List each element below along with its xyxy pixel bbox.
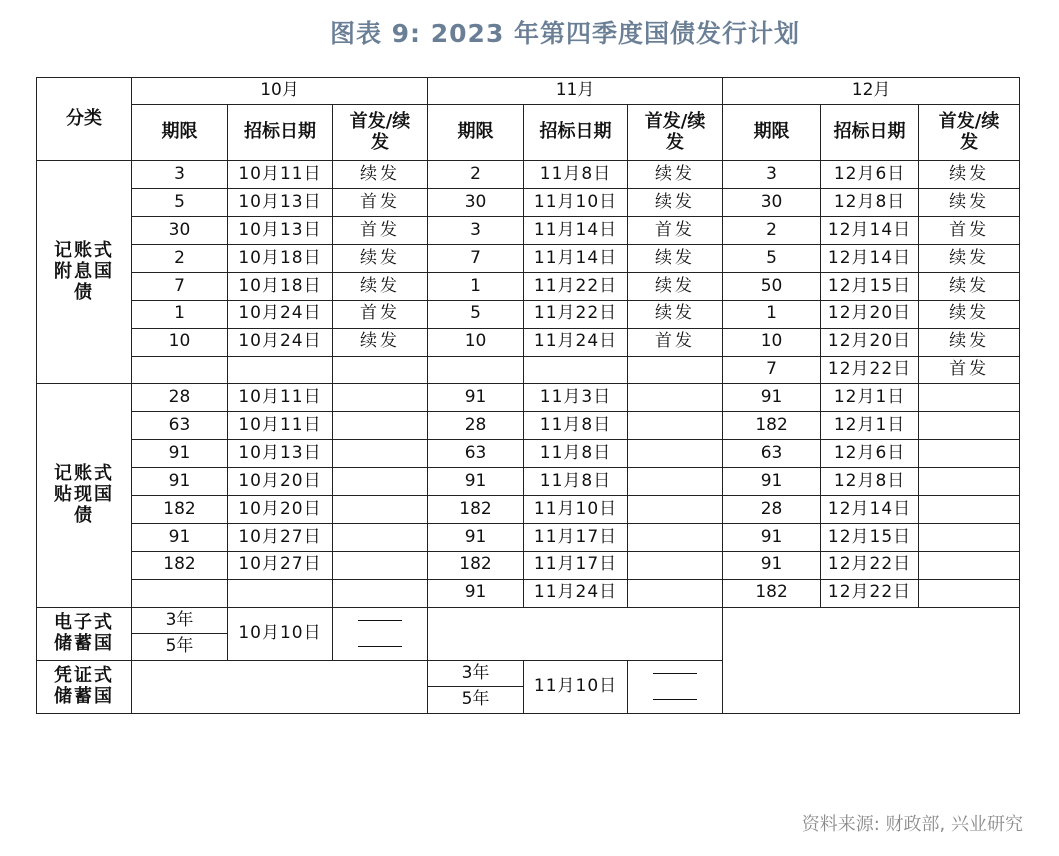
auction-date-cell: 10月13日 [228, 189, 333, 217]
auction-date-cell: 12月15日 [821, 272, 919, 300]
term-cell: 10 [132, 328, 228, 356]
auction-date-cell [524, 356, 628, 384]
issue-type-cell [919, 440, 1020, 468]
term-cell: 182 [723, 412, 821, 440]
issue-type-cell: 续发 [919, 161, 1020, 189]
term-cell: 91 [723, 523, 821, 551]
empty-cell [723, 607, 1020, 713]
term-cell: 91 [723, 551, 821, 579]
savings-date-cell: 11月10日 [524, 660, 628, 713]
auction-date-cell: 12月6日 [821, 161, 919, 189]
savings-term-cell [428, 660, 524, 713]
term-cell: 1 [132, 300, 228, 328]
issue-type-cell [919, 412, 1020, 440]
savings-issue-cell [628, 660, 723, 713]
issue-type-cell: 续发 [333, 161, 428, 189]
table-row [37, 579, 1020, 607]
auction-date-cell: 11月22日 [524, 300, 628, 328]
issue-type-cell: 续发 [628, 161, 723, 189]
term-header: 期限 [132, 105, 228, 161]
issue-type-cell [628, 579, 723, 607]
table-row [37, 189, 1020, 217]
term-cell [132, 356, 228, 384]
month-header: 10月 [132, 78, 428, 105]
term-cell: 91 [723, 468, 821, 496]
term-cell: 91 [132, 523, 228, 551]
term-cell: 182 [428, 551, 524, 579]
issue-type-cell: 首发 [333, 300, 428, 328]
term-cell: 7 [428, 244, 524, 272]
issue-type-cell [919, 468, 1020, 496]
term-cell: 30 [723, 189, 821, 217]
term-cell: 91 [428, 579, 524, 607]
savings-term: 5年 [428, 686, 523, 713]
auction-date-cell: 10月18日 [228, 272, 333, 300]
issue-type-cell [919, 523, 1020, 551]
auction-date-cell: 12月8日 [821, 468, 919, 496]
term-header: 期限 [723, 105, 821, 161]
auction-date-cell: 12月1日 [821, 384, 919, 412]
term-cell: 5 [723, 244, 821, 272]
table-row [37, 495, 1020, 523]
savings-term: 5年 [132, 633, 227, 660]
dash-mark [653, 699, 697, 700]
auction-date-cell: 12月22日 [821, 356, 919, 384]
auction-date-cell: 12月20日 [821, 300, 919, 328]
auction-date-cell: 12月6日 [821, 440, 919, 468]
savings-term: 3年 [165, 609, 194, 630]
auction-date-cell: 10月27日 [228, 551, 333, 579]
term-cell: 63 [428, 440, 524, 468]
figure-title: 图表 9: 2023 年第四季度国债发行计划 [329, 19, 801, 48]
issue-type-cell [628, 551, 723, 579]
issue-type-cell: 续发 [919, 328, 1020, 356]
term-cell: 1 [723, 300, 821, 328]
issue-type-cell: 续发 [628, 244, 723, 272]
auction-date-cell: 10月24日 [228, 328, 333, 356]
auction-date-cell: 11月8日 [524, 412, 628, 440]
issue-type-cell: 续发 [919, 244, 1020, 272]
term-cell: 10 [723, 328, 821, 356]
auction-date-header: 招标日期 [524, 105, 628, 161]
table-row [37, 412, 1020, 440]
auction-date-cell: 11月8日 [524, 161, 628, 189]
term-cell: 2 [723, 217, 821, 245]
issue-type-cell [919, 495, 1020, 523]
auction-date-cell: 11月17日 [524, 551, 628, 579]
issue-type-cell: 续发 [333, 272, 428, 300]
term-header: 期限 [428, 105, 524, 161]
auction-date-cell [228, 356, 333, 384]
auction-date-cell: 11月17日 [524, 523, 628, 551]
dash-mark [358, 620, 402, 621]
auction-date-cell: 11月24日 [524, 328, 628, 356]
term-cell: 2 [428, 161, 524, 189]
term-cell: 91 [723, 384, 821, 412]
bond-issuance-plan-table [36, 77, 1020, 714]
term-cell: 5 [132, 189, 228, 217]
savings-term: 3年 [461, 662, 490, 683]
issue-type-cell [333, 523, 428, 551]
issue-type-cell: 续发 [628, 300, 723, 328]
issue-type-cell: 首发 [333, 217, 428, 245]
auction-date-cell: 12月14日 [821, 495, 919, 523]
category-header: 分类 [37, 78, 132, 161]
auction-date-cell: 10月11日 [228, 412, 333, 440]
empty-cell [132, 660, 428, 713]
auction-date-cell: 12月14日 [821, 217, 919, 245]
table-row [37, 300, 1020, 328]
term-cell: 182 [428, 495, 524, 523]
table-row [37, 328, 1020, 356]
auction-date-cell: 11月8日 [524, 440, 628, 468]
issue-type-cell [628, 384, 723, 412]
auction-date-cell: 10月20日 [228, 495, 333, 523]
term-cell: 91 [428, 384, 524, 412]
term-cell: 3 [428, 217, 524, 245]
auction-date-cell: 10月18日 [228, 244, 333, 272]
auction-date-cell: 12月20日 [821, 328, 919, 356]
term-cell: 63 [132, 412, 228, 440]
auction-date-cell: 12月22日 [821, 551, 919, 579]
table-row [37, 244, 1020, 272]
issue-type-cell: 续发 [628, 272, 723, 300]
term-cell: 28 [428, 412, 524, 440]
auction-date-cell: 11月10日 [524, 495, 628, 523]
issue-type-cell [628, 523, 723, 551]
issue-type-cell [333, 551, 428, 579]
term-cell: 5 [428, 300, 524, 328]
auction-date-header: 招标日期 [821, 105, 919, 161]
term-cell [132, 579, 228, 607]
issue-type-cell: 续发 [919, 189, 1020, 217]
term-cell: 7 [723, 356, 821, 384]
issue-type-cell: 首发 [628, 328, 723, 356]
month-header: 12月 [723, 78, 1020, 105]
term-cell: 182 [132, 551, 228, 579]
auction-date-cell: 11月3日 [524, 384, 628, 412]
issue-type-cell: 续发 [919, 272, 1020, 300]
auction-date-header: 招标日期 [228, 105, 333, 161]
auction-date-cell: 10月13日 [228, 440, 333, 468]
auction-date-cell: 12月1日 [821, 412, 919, 440]
issue-type-cell [628, 495, 723, 523]
savings-date-cell: 10月10日 [228, 607, 333, 660]
auction-date-cell: 12月8日 [821, 189, 919, 217]
issue-type-cell: 首发 [919, 217, 1020, 245]
savings-issue-cell [333, 607, 428, 660]
term-cell: 28 [132, 384, 228, 412]
term-cell: 10 [428, 328, 524, 356]
issue-type-cell: 首发 [628, 217, 723, 245]
auction-date-cell: 11月22日 [524, 272, 628, 300]
issue-type-cell [333, 440, 428, 468]
issue-type-cell [628, 440, 723, 468]
term-cell: 28 [723, 495, 821, 523]
table-row [37, 161, 1020, 189]
issue-type-header: 首发/续发 [333, 105, 428, 161]
auction-date-cell: 11月8日 [524, 468, 628, 496]
auction-date-cell: 12月14日 [821, 244, 919, 272]
issue-type-cell [333, 384, 428, 412]
section-label: 记账式 贴现国 债 [37, 384, 132, 607]
table-row [37, 440, 1020, 468]
table-row [37, 384, 1020, 412]
auction-date-cell: 11月24日 [524, 579, 628, 607]
table-row [37, 551, 1020, 579]
issue-type-header: 首发/续发 [628, 105, 723, 161]
term-cell: 30 [428, 189, 524, 217]
term-cell: 91 [132, 468, 228, 496]
auction-date-cell: 10月24日 [228, 300, 333, 328]
table-row [37, 468, 1020, 496]
section-label: 凭证式 储蓄国 [37, 660, 132, 713]
auction-date-cell: 10月13日 [228, 217, 333, 245]
table-row [37, 356, 1020, 384]
issue-type-cell: 续发 [628, 189, 723, 217]
empty-cell [428, 607, 723, 660]
auction-date-cell: 12月15日 [821, 523, 919, 551]
term-cell: 3 [132, 161, 228, 189]
term-cell: 63 [723, 440, 821, 468]
issue-type-cell [919, 551, 1020, 579]
term-cell: 2 [132, 244, 228, 272]
table-row [37, 217, 1020, 245]
issue-type-cell [333, 412, 428, 440]
auction-date-cell: 10月27日 [228, 523, 333, 551]
auction-date-cell: 11月14日 [524, 244, 628, 272]
term-cell: 91 [428, 523, 524, 551]
term-cell: 1 [428, 272, 524, 300]
auction-date-cell: 10月11日 [228, 384, 333, 412]
issue-type-header: 首发/续发 [919, 105, 1020, 161]
issue-type-cell [628, 412, 723, 440]
dash-mark [653, 673, 697, 674]
issue-type-cell: 续发 [333, 244, 428, 272]
table-row [37, 272, 1020, 300]
issue-type-cell: 续发 [333, 328, 428, 356]
issue-type-cell [628, 468, 723, 496]
issue-type-cell [919, 384, 1020, 412]
issue-type-cell [628, 356, 723, 384]
source-note: 资料来源: 财政部, 兴业研究 [801, 814, 1023, 835]
term-cell: 182 [723, 579, 821, 607]
issue-type-cell: 首发 [919, 356, 1020, 384]
term-cell [428, 356, 524, 384]
term-cell: 7 [132, 272, 228, 300]
term-cell: 3 [723, 161, 821, 189]
auction-date-cell: 11月14日 [524, 217, 628, 245]
term-cell: 182 [132, 495, 228, 523]
issue-type-cell: 续发 [919, 300, 1020, 328]
dash-mark [358, 646, 402, 647]
issue-type-cell [333, 468, 428, 496]
term-cell: 91 [428, 468, 524, 496]
auction-date-cell [228, 579, 333, 607]
term-cell: 50 [723, 272, 821, 300]
auction-date-cell: 10月20日 [228, 468, 333, 496]
issue-type-cell [333, 356, 428, 384]
issue-type-cell [333, 495, 428, 523]
month-header: 11月 [428, 78, 723, 105]
term-cell: 91 [132, 440, 228, 468]
savings-term-cell [132, 607, 228, 660]
section-label: 记账式 附息国 债 [37, 161, 132, 384]
issue-type-cell [919, 579, 1020, 607]
term-cell: 30 [132, 217, 228, 245]
table-row [37, 523, 1020, 551]
auction-date-cell: 12月22日 [821, 579, 919, 607]
auction-date-cell: 10月11日 [228, 161, 333, 189]
section-label: 电子式 储蓄国 [37, 607, 132, 660]
auction-date-cell: 11月10日 [524, 189, 628, 217]
issue-type-cell [333, 579, 428, 607]
issue-type-cell: 首发 [333, 189, 428, 217]
